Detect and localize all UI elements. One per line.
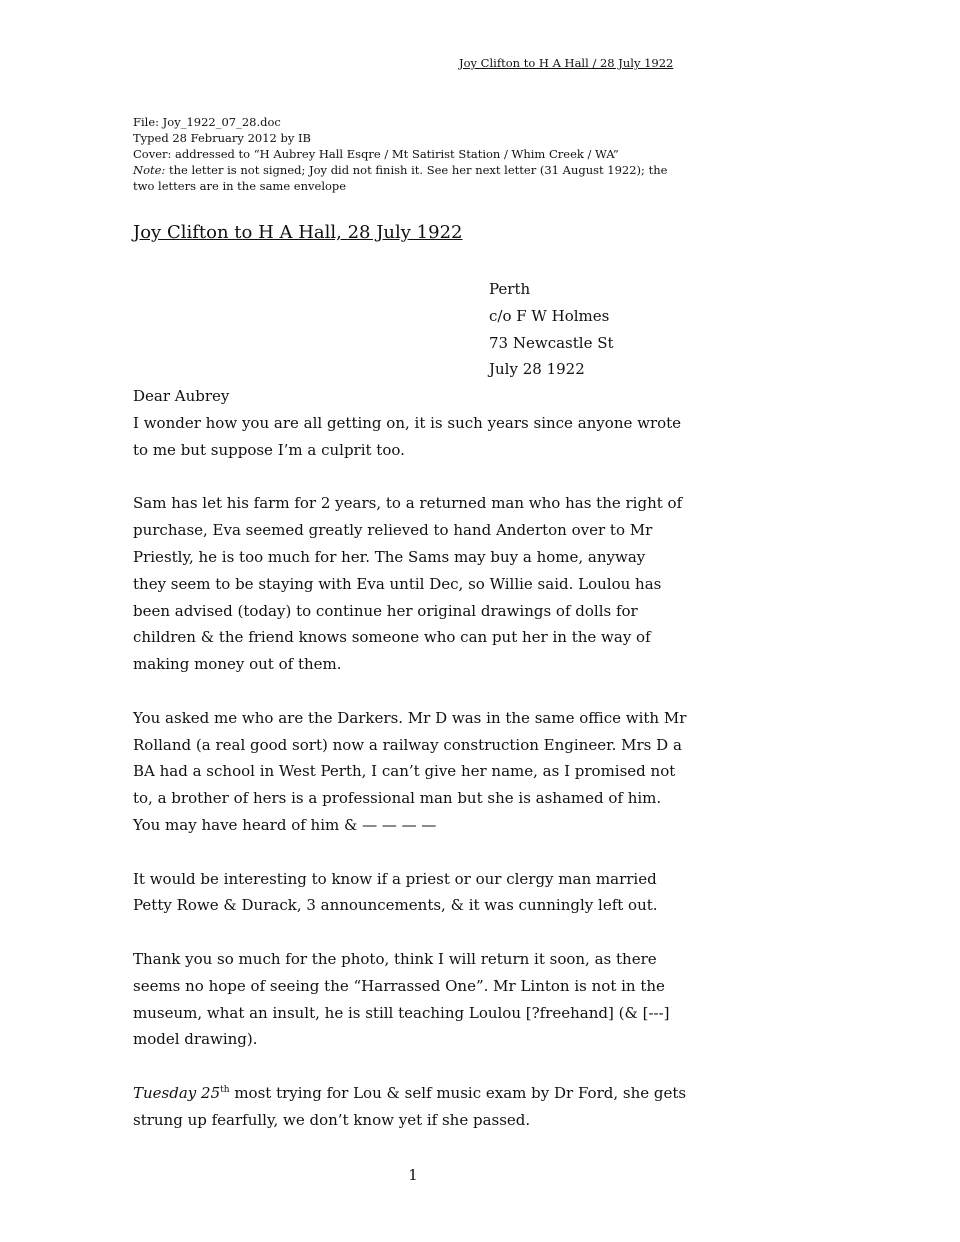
cover-line: Cover: addressed to “H Aubrey Hall Esqre / Mt Satirist Station / Whim Creek / WA” bbox=[133, 147, 619, 161]
text-line: children & the friend knows someone who can put her in the way of bbox=[133, 628, 651, 647]
note-text: the letter is not signed; Joy did not finish it. See her next letter (31 August 1922); the bbox=[165, 163, 668, 177]
ordinal-suffix: th bbox=[220, 1084, 230, 1095]
paragraph-6 bbox=[133, 1080, 699, 1134]
typed-line: Typed 28 February 2012 by IB bbox=[133, 131, 311, 145]
text-line: Thank you so much for the photo, think I will return it soon, as there bbox=[133, 949, 657, 968]
letter-body bbox=[133, 410, 699, 1134]
text-line: Priestly, he is too much for her. The Sams may buy a home, anyway bbox=[133, 547, 646, 566]
note-label: Note: bbox=[133, 163, 166, 177]
text-line: they seem to be staying with Eva until Dec, so Willie said. Loulou has bbox=[133, 574, 662, 593]
note-line bbox=[133, 162, 703, 178]
text-line: strung up fearfully, we don’t know yet if she passed. bbox=[133, 1110, 531, 1129]
text-line: purchase, Eva seemed greatly relieved to hand Anderton over to Mr bbox=[133, 521, 653, 540]
text-line: It would be interesting to know if a priest or our clergy man married bbox=[133, 869, 657, 888]
running-header: Joy Clifton to H A Hall / 28 July 1922 bbox=[459, 56, 674, 70]
paragraph-2 bbox=[133, 490, 699, 678]
text-line: model drawing). bbox=[133, 1030, 258, 1049]
paragraph-4 bbox=[133, 866, 699, 920]
text-line: seems no hope of seeing the “Harrassed One”. Mr Linton is not in the bbox=[133, 976, 665, 995]
salutation: Dear Aubrey bbox=[133, 387, 230, 405]
text-line bbox=[133, 1080, 699, 1107]
address-care-of: c/o F W Holmes bbox=[489, 306, 610, 325]
text-line: making money out of them. bbox=[133, 655, 342, 674]
text-line: Sam has let his farm for 2 years, to a returned man who has the right of bbox=[133, 494, 683, 513]
text-line: You asked me who are the Darkers. Mr D was in the same office with Mr bbox=[133, 708, 687, 727]
text-line: museum, what an insult, he is still teaching Loulou [?freehand] (& [---] bbox=[133, 1003, 670, 1022]
page-number: 1 bbox=[408, 1166, 418, 1184]
text-line: I wonder how you are all getting on, it is such years since anyone wrote bbox=[133, 414, 682, 432]
paragraph-1 bbox=[133, 410, 699, 464]
document-title: Joy Clifton to H A Hall, 28 July 1922 bbox=[133, 222, 463, 243]
paragraph-3 bbox=[133, 705, 699, 839]
text-line: to, a brother of hers is a professional man but she is ashamed of him. bbox=[133, 789, 662, 808]
text-fragment: most trying for Lou & self music exam by Dr Ford, she gets bbox=[229, 1083, 687, 1102]
address-city: Perth bbox=[489, 280, 531, 298]
diary-day: Tuesday 25 bbox=[133, 1083, 221, 1102]
file-info-block bbox=[133, 114, 703, 194]
letter-date: July 28 1922 bbox=[489, 360, 585, 379]
text-line: been advised (today) to continue her original drawings of dolls for bbox=[133, 601, 638, 620]
address-street: 73 Newcastle St bbox=[489, 333, 614, 352]
text-line: Rolland (a real good sort) now a railway construction Engineer. Mrs D a bbox=[133, 735, 682, 754]
text-line: to me but suppose I’m a culprit too. bbox=[133, 440, 405, 459]
text-line: You may have heard of him & — — — — bbox=[133, 815, 437, 834]
sender-address bbox=[489, 276, 614, 383]
paragraph-5 bbox=[133, 946, 699, 1053]
note-line-continued: two letters are in the same envelope bbox=[133, 179, 347, 193]
file-name-line: File: Joy_1922_07_28.doc bbox=[133, 115, 281, 129]
text-line: Petty Rowe & Durack, 3 announcements, & it was cunningly left out. bbox=[133, 896, 658, 915]
text-line: BA had a school in West Perth, I can’t give her name, as I promised not bbox=[133, 762, 676, 781]
